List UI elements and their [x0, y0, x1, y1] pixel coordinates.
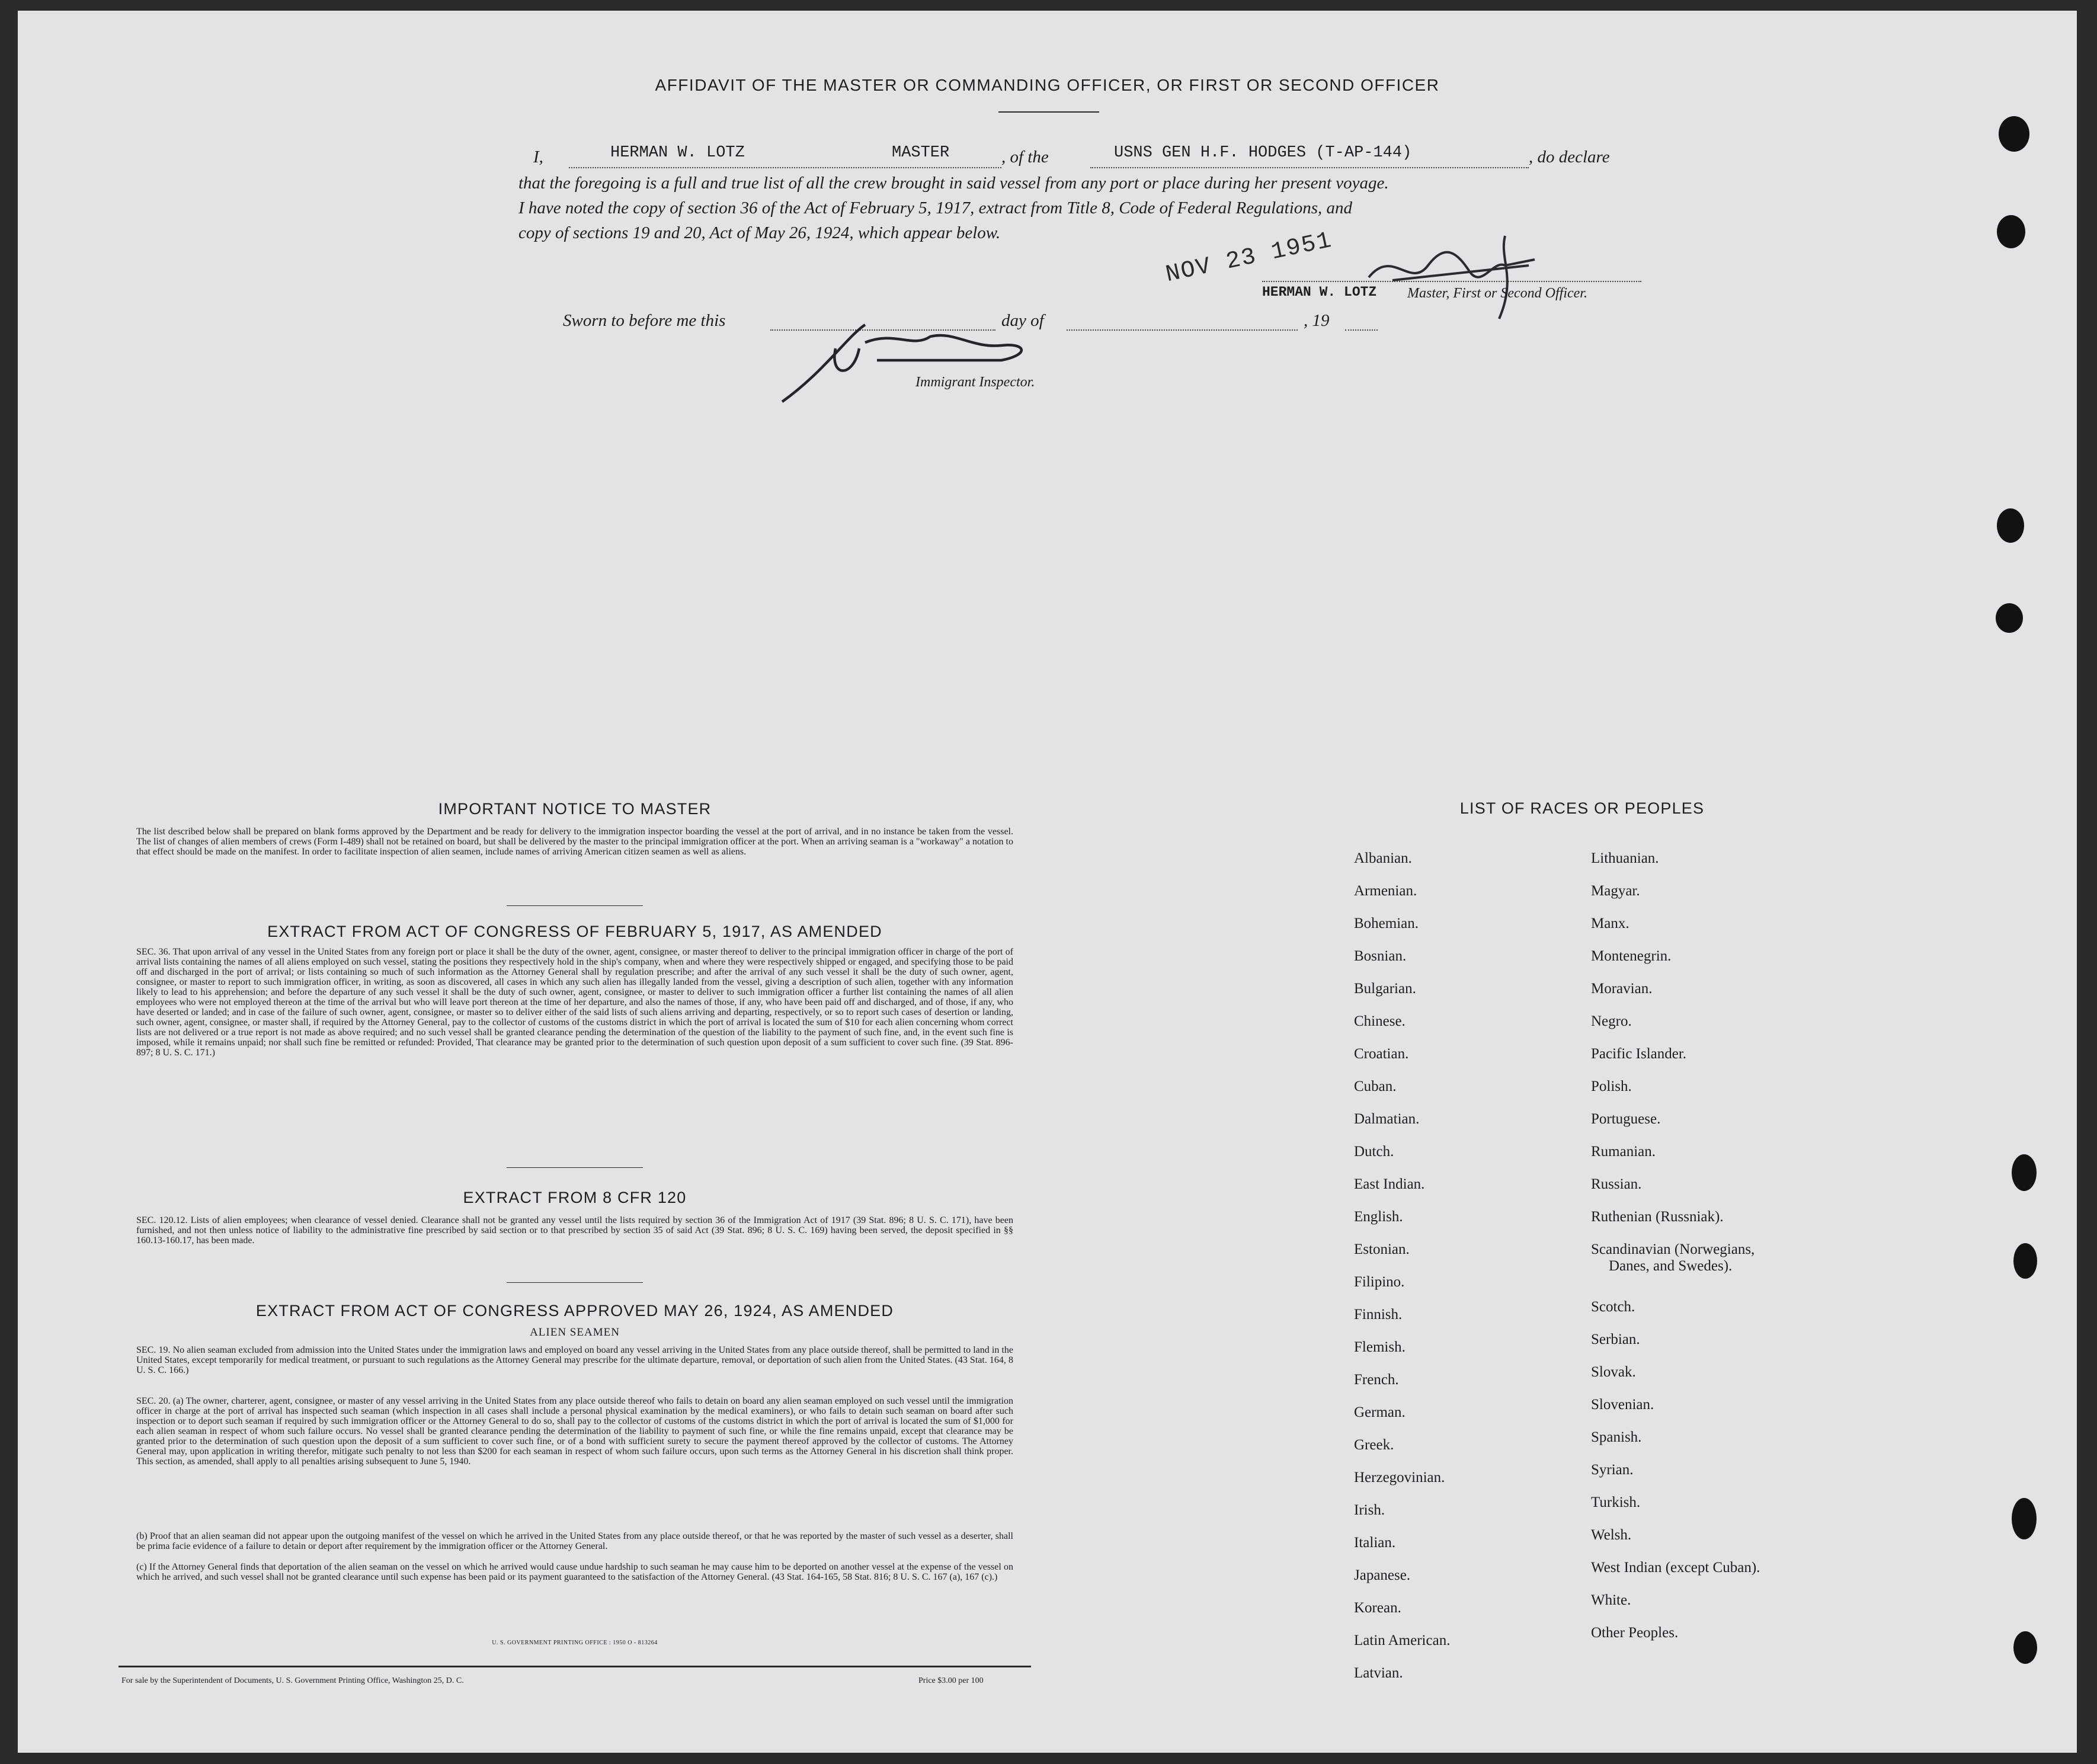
declaration-line-3: I have noted the copy of section 36 of the Act of February 5, 1917, extract from Title 8, Code of Federal Regulations, and [518, 199, 1353, 217]
race-item: Syrian. [1591, 1462, 1634, 1478]
race-item: French. [1354, 1372, 1399, 1388]
race-item: Serbian. [1591, 1331, 1640, 1347]
race-item: Estonian. [1354, 1241, 1410, 1257]
inspector-signature [776, 313, 1043, 408]
race-item: Chinese. [1354, 1013, 1406, 1029]
race-item: Italian. [1354, 1535, 1396, 1551]
extract-cfr-divider [507, 1282, 643, 1283]
race-item: Dutch. [1354, 1144, 1394, 1160]
race-item: Dalmatian. [1354, 1111, 1420, 1127]
master-typed-name: HERMAN W. LOTZ [1262, 284, 1377, 300]
race-item: Latin American. [1354, 1632, 1451, 1648]
master-signature [1357, 224, 1552, 325]
extract-1917-divider [507, 1167, 643, 1168]
race-item: Danes, and Swedes). [1609, 1258, 1733, 1274]
extract-1924-heading: EXTRACT FROM ACT OF CONGRESS APPROVED MAY 26, 1924, AS AMENDED [255, 1302, 894, 1320]
extract-cfr-heading: EXTRACT FROM 8 CFR 120 [463, 1189, 687, 1206]
race-item: Ruthenian (Russniak). [1591, 1209, 1724, 1225]
race-item: Greek. [1354, 1437, 1394, 1453]
race-item: Finnish. [1354, 1307, 1403, 1323]
footer-sale-text: For sale by the Superintendent of Documents, U. S. Government Printing Office, Washington 25, D. C. [121, 1676, 464, 1685]
extract-1924-sec20a: SEC. 20. (a) The owner, charterer, agent, consignee, or master of any vessel arriving in the United States from any place outside thereof who fails to detain on board any alien seaman employed on such vessel until the immigration officer in charge at the port of arrival has inspected such seaman (which inspection in all cases shall include a personal physical examination by the medical examiners), or who fails to detain such seaman on board after such inspection or to deport such seaman if required by such immigration officer or the Attorney General to do so, shall pay to the collector of customs of the customs district in which the port of arrival is located the sum of $1,000 for each alien seaman in respect of whom such failure occurs. No vessel shall be granted clearance pending the determination of the liability to payment of such fine, or while the fine remains unpaid, except that clearance may be granted prior to the determination of such question upon the deposit of a sum sufficient to cover such fine, or of a bond with sufficient surety to secure the payment thereof approved by the collector of customs. The Attorney General may, upon application in writing therefor, mitigate such penalty to not less than $200 for each seaman in respect of whom such failure occurs, upon such terms as the Attorney General in his discretion shall think proper. This section, as amended, shall apply to all penalties arising subsequent to June 5, 1940. [136, 1396, 1013, 1467]
race-item: Cuban. [1354, 1078, 1397, 1094]
race-item: Other Peoples. [1591, 1625, 1679, 1641]
footer-rule [119, 1666, 1031, 1667]
race-item: Japanese. [1354, 1567, 1411, 1583]
extract-1924-sec19: SEC. 19. No alien seaman excluded from admission into the United States under the immigration laws and employed on board any vessel arriving in the United States from any place outside thereof, shall be permitted to land in the United States, except temporarily for medical treatment, or pursuant to such regulations as the Attorney General may prescribe for the ultimate departure, removal, or deportation of such alien from the United States. (43 Stat. 164, 8 U. S. C. 166.) [136, 1345, 1013, 1375]
declaration-line-2: that the foregoing is a full and true list of all the crew brought in said vessel from any port or place during her present voyage. [518, 174, 1389, 193]
title-divider [998, 111, 1099, 113]
race-item: Bosnian. [1354, 948, 1407, 964]
race-item: Welsh. [1591, 1527, 1632, 1543]
race-item: East Indian. [1354, 1176, 1425, 1192]
race-item: Magyar. [1591, 883, 1640, 899]
race-item: Croatian. [1354, 1046, 1409, 1062]
race-item: Albanian. [1354, 850, 1412, 866]
punch-hole [2013, 1631, 2037, 1664]
of-the-label: , of the [1001, 148, 1049, 167]
extract-1917-body: SEC. 36. That upon arrival of any vessel in the United States from any foreign port or place it shall be the duty of the owner, agent, consignee, or master thereof to deliver to the principal immigration officer in charge of the port of arrival lists containing the names of all aliens employed on such vessel, stating the positions they respectively hold in the ship's company, when and where they were respectively shipped or engaged, and specifying those to be paid off and discharged in the port of arrival; or lists containing so much of such information as the Attorney General shall by regulation prescribe; and after the arrival of any such vessel it shall be the duty of such owner, agent, consignee, or master to report to such immigration officer, in writing, as soon as discovered, all cases in which any such alien has illegally landed from the vessel, giving a description of such alien, together with any information likely to lead to his apprehension; and before the departure of any such vessel it shall be the duty of such owner, agent, consignee, or master to deliver to such immigration officer a further list containing the names of all alien employees who were not employed thereon at the time of the arrival but who will leave port thereon at the time of her departure, and also the names of those, if any, who have been paid off and discharged, and of those, if any, who have deserted or landed; and in case of the failure of such owner, agent, consignee, or master so to deliver either of the said lists of such aliens arriving and departing, respectively, or so to report such cases of desertion or landing, such owner, agent, consignee, or master shall, if required by the Attorney General, pay to the collector of customs of the customs district in which the port of arrival is located the sum of $10 for each alien concerning whom correct lists are not delivered or a true report is not made as above required; and no such vessel shall be granted clearance pending the determination of the question of the liability to the payment of such fine, and, in the event such fine is imposed, while it remains unpaid; nor shall such fine be remitted or refunded: Provided, That clearance may be granted prior to the determination of such question upon deposit of a sum sufficient to cover such fine. (39 Stat. 896-897; 8 U. S. C. 171.) [136, 947, 1013, 1058]
race-item: Bulgarian. [1354, 981, 1416, 997]
alien-seamen-subheading: ALIEN SEAMEN [530, 1326, 620, 1339]
race-item: English. [1354, 1209, 1403, 1225]
punch-hole [1997, 215, 2025, 248]
extract-1924-sec20c: (c) If the Attorney General finds that deportation of the alien seaman on the vessel on which he arrived would cause undue hardship to such seaman he may cause him to be deported on another vessel at the expense of the vessel on which he arrived, and such vessel shall not be granted clearance until such expense has been paid or its payment guaranteed to the satisfaction of the Attorney General. (43 Stat. 164-165, 58 Stat. 816; 8 U. S. C. 167 (a), 167 (c).) [136, 1562, 1013, 1582]
punch-hole [2012, 1154, 2037, 1191]
race-item: Armenian. [1354, 883, 1417, 899]
master-role-label: Master, First or Second Officer. [1407, 286, 1587, 301]
race-item: Herzegovinian. [1354, 1470, 1445, 1486]
race-item: Rumanian. [1591, 1144, 1656, 1160]
race-item: Filipino. [1354, 1274, 1405, 1290]
name-field-line [569, 167, 1001, 168]
race-item: Portuguese. [1591, 1111, 1661, 1127]
race-item: Negro. [1591, 1013, 1632, 1029]
extract-1917-heading: EXTRACT FROM ACT OF CONGRESS OF FEBRUARY 5, 1917, AS AMENDED [267, 923, 882, 940]
date-stamp: NOV 23 1951 [1163, 227, 1335, 289]
race-item: Turkish. [1591, 1494, 1641, 1510]
race-item: Irish. [1354, 1502, 1385, 1518]
race-item: Polish. [1591, 1078, 1632, 1094]
punch-hole [2012, 1498, 2037, 1539]
extract-cfr-body: SEC. 120.12. Lists of alien employees; when clearance of vessel denied. Clearance shall not be granted any vessel until the lists required by section 36 of the Immigration Act of 1917 (39 Stat. 896; 8 U. S. C. 171), have been furnished, and not then unless notice of liability to the administrative fine prescribed by said section or to that prescribed by section 35 of said Act (39 Stat. 896; 8 U. S. C. 169) having been served, the deposit specified in §§ 160.13-160.17, has been made. [136, 1215, 1013, 1246]
inspector-label: Immigrant Inspector. [915, 374, 1035, 390]
race-item: Russian. [1591, 1176, 1642, 1192]
declaration-line-4: copy of sections 19 and 20, Act of May 26, 1924, which appear below. [518, 223, 1001, 242]
master-rank: MASTER [892, 144, 950, 162]
sworn-year-line [1345, 329, 1378, 331]
notice-body: The list described below shall be prepared on blank forms approved by the Department and be ready for delivery to the immigration inspector boarding the vessel at the port of arrival, and in no instance be taken from the vessel. The list of changes of alien members of crews (Form I-489) shall not be retained on board, but shall be delivered by the master to the principal immigration officer at the port. When an arriving seaman is a "workaway" a notation to that effect should be made on the manifest. In order to facilitate inspection of alien seamen, include names of arriving American citizen seamen as well as aliens. [136, 827, 1013, 857]
race-item: Lithuanian. [1591, 850, 1659, 866]
race-item: West Indian (except Cuban). [1591, 1560, 1760, 1576]
notice-divider [507, 905, 643, 906]
race-item: German. [1354, 1404, 1406, 1420]
notice-heading: IMPORTANT NOTICE TO MASTER [438, 800, 712, 818]
footer-price: Price $3.00 per 100 [918, 1676, 984, 1685]
race-item: Korean. [1354, 1600, 1401, 1616]
race-item: Scandinavian (Norwegians, [1591, 1241, 1755, 1257]
races-heading: LIST OF RACES OR PEOPLES [1459, 799, 1705, 817]
extract-1924-sec20b: (b) Proof that an alien seaman did not appear upon the outgoing manifest of the vessel on which he arrived in the United States from any place outside thereof, or that he was reported by the master of such vessel as a deserter, shall be prima facie evidence of a failure to detain or deport after requirement by the immigration officer or the Attorney General. [136, 1531, 1013, 1551]
signature-line [1262, 281, 1641, 282]
master-name: HERMAN W. LOTZ [610, 144, 745, 162]
race-item: Slovenian. [1591, 1397, 1654, 1413]
race-item: Montenegrin. [1591, 948, 1672, 964]
day-of-label: day of [1001, 311, 1044, 330]
punch-hole [1999, 116, 2029, 152]
year-label: , 19 [1304, 311, 1330, 330]
affidavit-title: AFFIDAVIT OF THE MASTER OR COMMANDING OFFICER, OR FIRST OR SECOND OFFICER [655, 76, 1440, 94]
bleed-through-text [18, 11, 2077, 1753]
race-item: Slovak. [1591, 1364, 1636, 1380]
sworn-month-line [1067, 329, 1298, 331]
race-item: Latvian. [1354, 1665, 1403, 1681]
race-item: Scotch. [1591, 1299, 1635, 1315]
race-item: Manx. [1591, 915, 1629, 931]
affidavit-page [18, 11, 2077, 1753]
i-label: I, [533, 148, 543, 167]
vessel-field-line [1090, 167, 1529, 168]
race-item: Pacific Islander. [1591, 1046, 1687, 1062]
vessel-name: USNS GEN H.F. HODGES (T-AP-144) [1114, 144, 1412, 162]
punch-hole [2013, 1243, 2037, 1279]
race-item: Spanish. [1591, 1429, 1642, 1445]
race-item: White. [1591, 1592, 1631, 1608]
gpo-imprint: U. S. GOVERNMENT PRINTING OFFICE : 1950 O - 813264 [492, 1640, 658, 1646]
punch-hole [1997, 508, 2024, 543]
race-item: Flemish. [1354, 1339, 1406, 1355]
do-declare-label: , do declare [1529, 148, 1610, 167]
sworn-label: Sworn to before me this [563, 311, 726, 330]
punch-hole [1996, 603, 2023, 633]
race-item: Moravian. [1591, 981, 1653, 997]
race-item: Bohemian. [1354, 915, 1419, 931]
